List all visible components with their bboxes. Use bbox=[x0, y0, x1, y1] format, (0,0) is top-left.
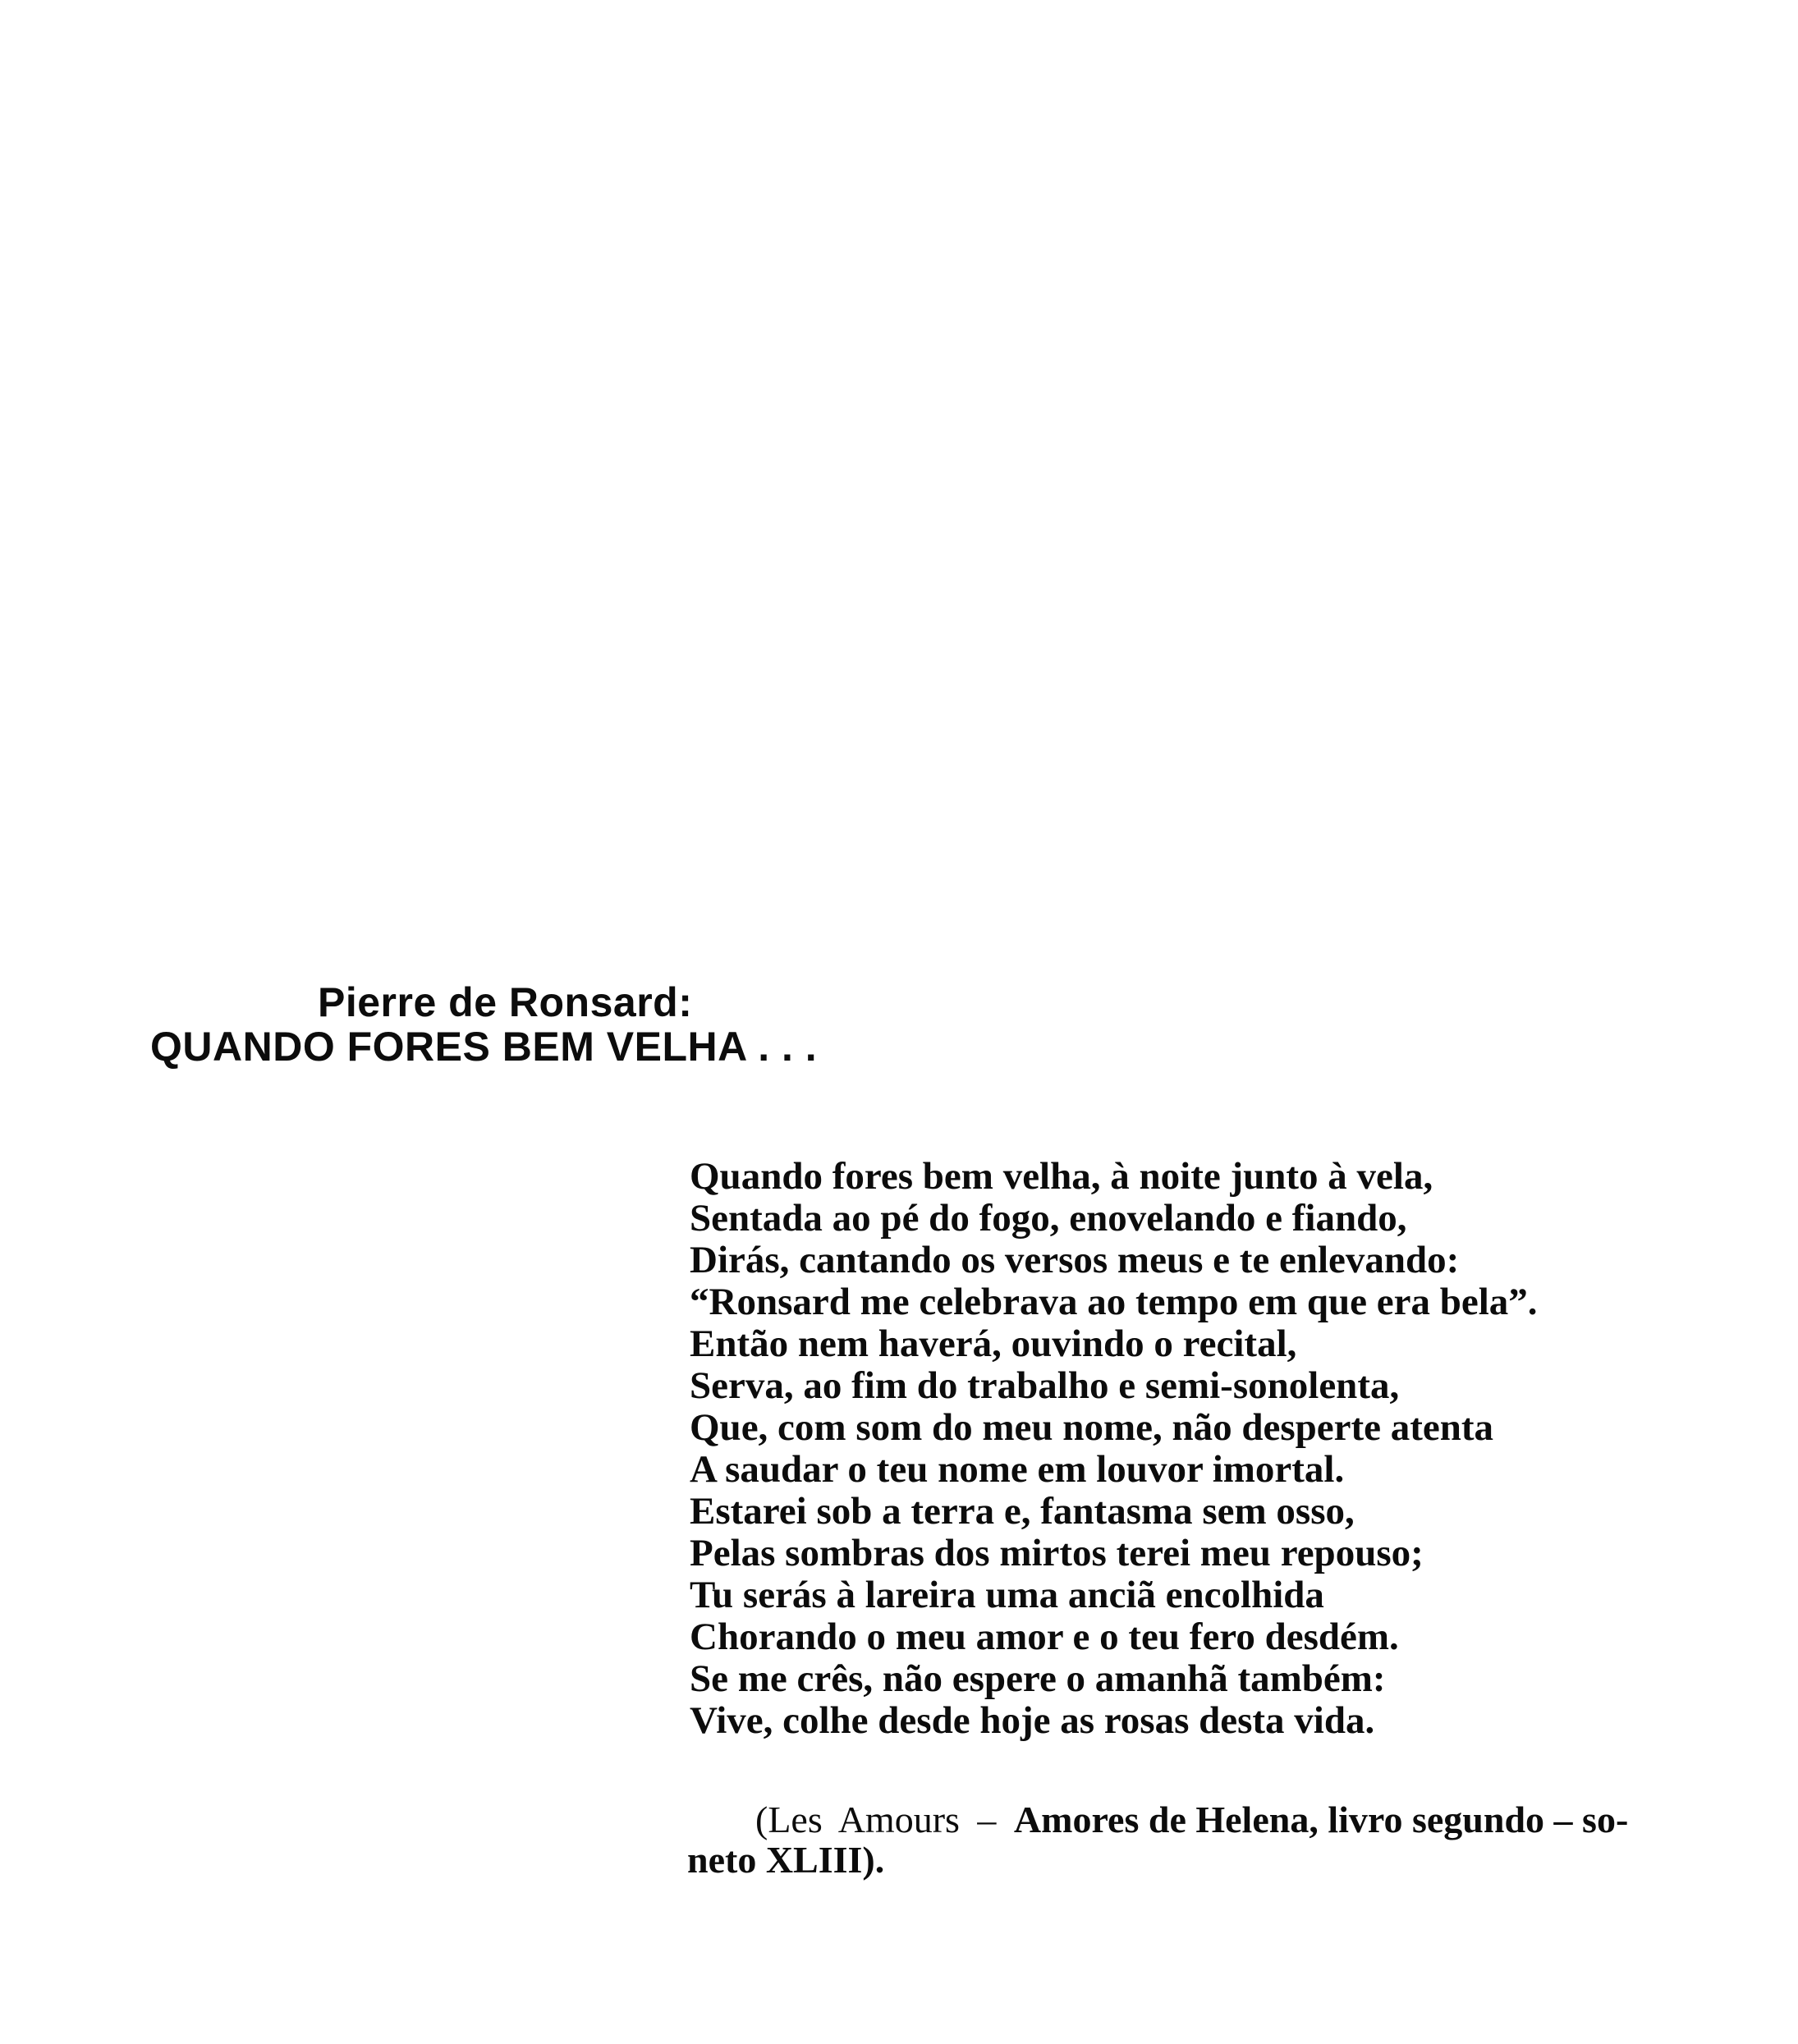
poem-line: Tu serás à lareira uma anciã encolhida bbox=[690, 1574, 1324, 1616]
poem-heading bbox=[150, 980, 817, 1069]
poem-body bbox=[690, 1156, 1538, 1742]
poem-line: Sentada ao pé do fogo, enovelando e fiando, bbox=[690, 1197, 1407, 1240]
poem-line: Vive, colhe desde hoje as rosas desta vida. bbox=[690, 1699, 1375, 1742]
attribution-line-1 bbox=[687, 1799, 1656, 1840]
attribution bbox=[687, 1799, 1656, 1880]
poem-title: QUANDO FORES BEM VELHA . . . bbox=[150, 1024, 818, 1070]
poem-line: Estarei sob a terra e, fantasma sem osso, bbox=[690, 1490, 1355, 1533]
poem-line: Quando fores bem velha, à noite junto à vela, bbox=[690, 1155, 1433, 1198]
poem-line: Dirás, cantando os versos meus e te enlevando: bbox=[690, 1239, 1460, 1281]
poem-line: Serva, ao fim do trabalho e semi-sonolenta, bbox=[690, 1364, 1400, 1407]
attribution-details: Amores de Helena, livro segundo – so- bbox=[1013, 1799, 1629, 1840]
poem-line: Chorando o meu amor e o teu fero desdém. bbox=[690, 1615, 1399, 1658]
poem-line: “Ronsard me celebrava ao tempo em que era bela”. bbox=[690, 1281, 1538, 1323]
poem-line: Então nem haverá, ouvindo o recital, bbox=[690, 1322, 1297, 1365]
poem-line: Pelas sombras dos mirtos terei meu repouso; bbox=[690, 1532, 1424, 1574]
poem-line: Se me crês, não espere o amanhã também: bbox=[690, 1657, 1386, 1700]
attribution-work-title: (Les Amours – bbox=[755, 1799, 1014, 1840]
poem-line: Que, com som do meu nome, não desperte atenta bbox=[690, 1406, 1494, 1449]
attribution-line-2: neto XLIII). bbox=[687, 1839, 885, 1881]
poem-author: Pierre de Ronsard: bbox=[318, 979, 693, 1025]
poem-line: A saudar o teu nome em louvor imortal. bbox=[690, 1448, 1345, 1491]
